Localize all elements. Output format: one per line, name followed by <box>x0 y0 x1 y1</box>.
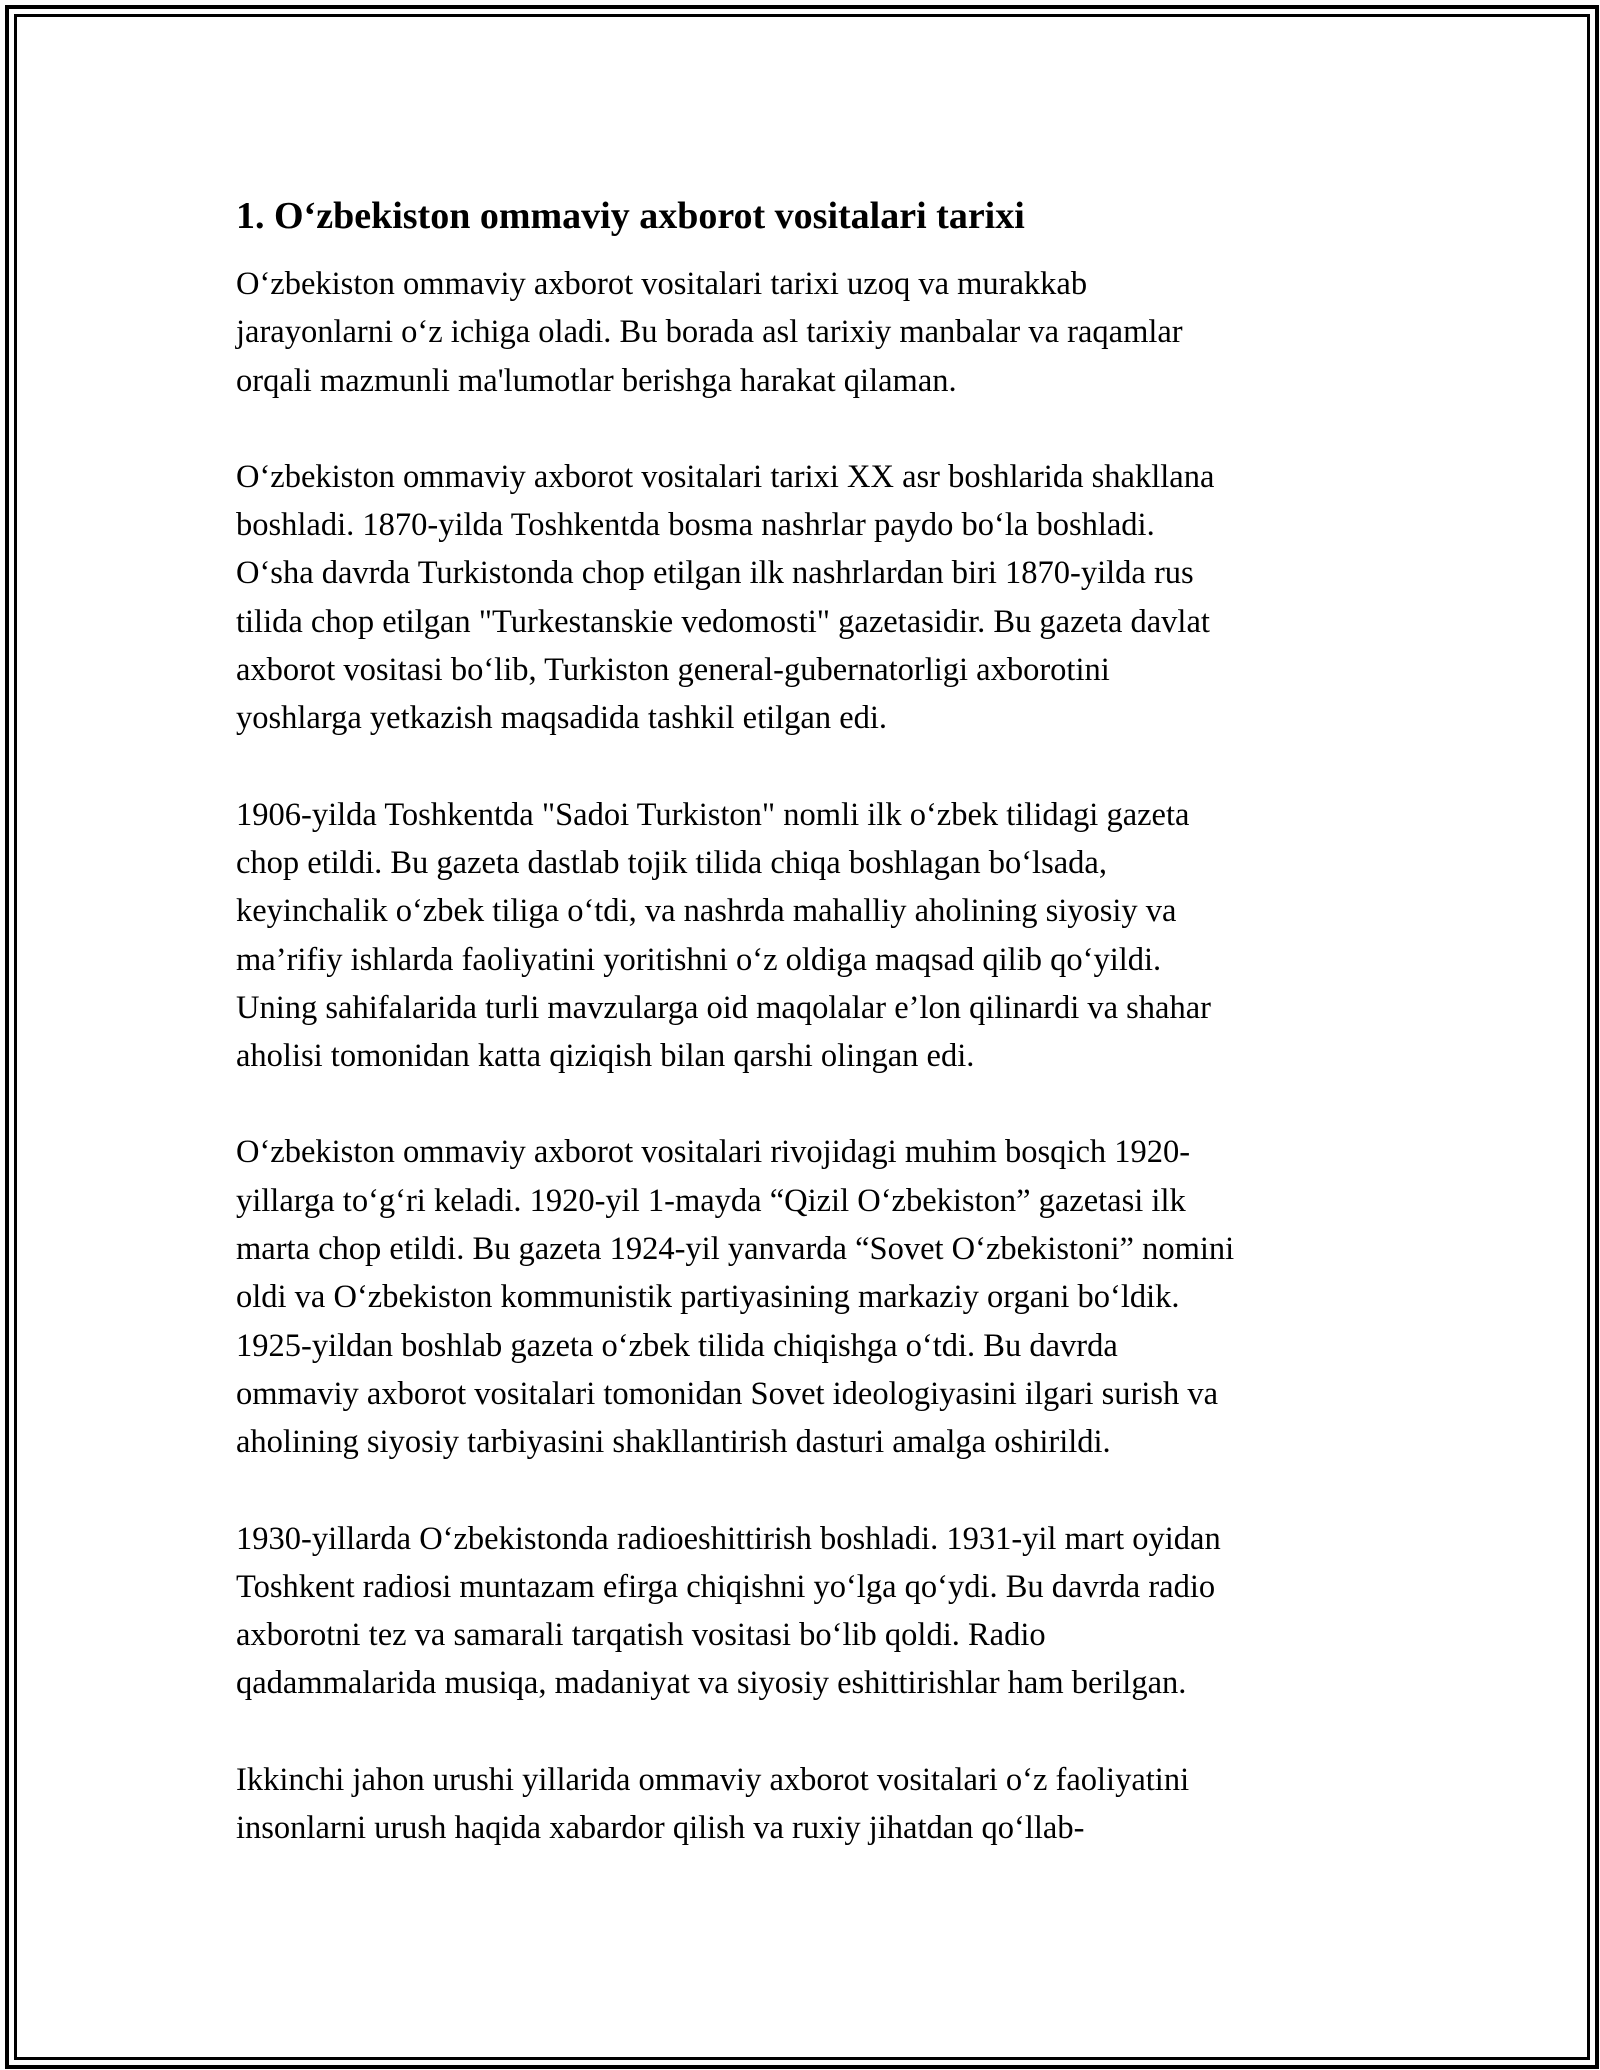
paragraph-line: O‘zbekiston ommaviy axborot vositalari rivojidagi muhim bosqich 1920- <box>236 1134 1191 1171</box>
paragraph-line: aholisi tomonidan katta qiziqish bilan qarshi olingan edi. <box>236 1038 975 1075</box>
paragraph-line: orqali mazmunli ma'lumotlar berishga harakat qilaman. <box>236 362 957 399</box>
paragraph-3 <box>236 791 1376 1081</box>
paragraph-line: boshladi. 1870-yilda Toshkentda bosma nashrlar paydo bo‘la boshladi. <box>236 507 1155 544</box>
paragraph-line: Toshkent radiosi muntazam efirga chiqishni yo‘lga qo‘ydi. Bu davrda radio <box>236 1568 1216 1605</box>
paragraph-line: yillarga to‘g‘ri keladi. 1920-yil 1-mayda “Qizil O‘zbekiston” gazetasi ilk <box>236 1182 1186 1219</box>
paragraph-5 <box>236 1515 1376 1708</box>
paragraph-line: axborotni tez va samarali tarqatish vositasi bo‘lib qoldi. Radio <box>236 1617 1046 1654</box>
paragraph-line: tilida chop etilgan "Turkestanskie vedomosti" gazetasidir. Bu gazeta davlat <box>236 603 1210 640</box>
paragraph-line: 1930-yillarda O‘zbekistonda radioeshittirish boshladi. 1931-yil mart oyidan <box>236 1520 1221 1557</box>
paragraph-line: jarayonlarni o‘z ichiga oladi. Bu borada asl tarixiy manbalar va raqamlar <box>236 314 1183 351</box>
document-title: 1. O‘zbekiston ommaviy axborot vositalari tarixi <box>236 195 1025 237</box>
paragraph-line: keyinchalik o‘zbek tiliga o‘tdi, va nashrda mahalliy aholining siyosiy va <box>236 893 1177 930</box>
paragraph-line: ommaviy axborot vositalari tomonidan Sovet ideologiyasini ilgari surish va <box>236 1375 1219 1412</box>
paragraph-line: axborot vositasi bo‘lib, Turkiston general-gubernatorligi axborotini <box>236 652 1110 689</box>
paragraph-1 <box>236 260 1376 405</box>
paragraph-line: 1906-yilda Toshkentda "Sadoi Turkiston" nomli ilk o‘zbek tilidagi gazeta <box>236 796 1190 833</box>
document-body <box>236 188 1376 1852</box>
paragraph-line: O‘zbekiston ommaviy axborot vositalari tarixi uzoq va murakkab <box>236 266 1088 302</box>
paragraph-2 <box>236 453 1376 743</box>
paragraph-line: 1925-yildan boshlab gazeta o‘zbek tilida chiqishga o‘tdi. Bu davrda <box>236 1327 1118 1364</box>
paragraph-line: oldi va O‘zbekiston kommunistik partiyasining markaziy organi bo‘ldik. <box>236 1279 1180 1316</box>
paragraph-line: insonlarni urush haqida xabardor qilish va ruxiy jihatdan qo‘llab- <box>236 1810 1085 1847</box>
paragraph-line: chop etildi. Bu gazeta dastlab tojik tilida chiqa boshlagan bo‘lsada, <box>236 844 1107 881</box>
paragraph-line: O‘sha davrda Turkistonda chop etilgan ilk nashrlardan biri 1870-yilda rus <box>236 555 1194 592</box>
paragraph-line: aholining siyosiy tarbiyasini shakllantirish dasturi amalga oshirildi. <box>236 1424 1111 1461</box>
paragraph-line: O‘zbekiston ommaviy axborot vositalari tarixi XX asr boshlarida shakllana <box>236 458 1215 495</box>
paragraph-line: marta chop etildi. Bu gazeta 1924-yil yanvarda “Sovet O‘zbekistoni” nomini <box>236 1231 1235 1268</box>
paragraph-line: qadammalarida musiqa, madaniyat va siyosiy eshittirishlar ham berilgan. <box>236 1665 1187 1702</box>
paragraph-line: ma’rifiy ishlarda faoliyatini yoritishni o‘z oldiga maqsad qilib qo‘yildi. <box>236 941 1162 978</box>
paragraph-4 <box>236 1128 1376 1466</box>
paragraph-line: Uning sahifalarida turli mavzularga oid maqolalar e’lon qilinardi va shahar <box>236 989 1211 1026</box>
paragraph-line: Ikkinchi jahon urushi yillarida ommaviy axborot vositalari o‘z faoliyatini <box>236 1761 1190 1798</box>
paragraph-line: yoshlarga yetkazish maqsadida tashkil etilgan edi. <box>236 700 888 737</box>
paragraph-6 <box>236 1756 1376 1853</box>
